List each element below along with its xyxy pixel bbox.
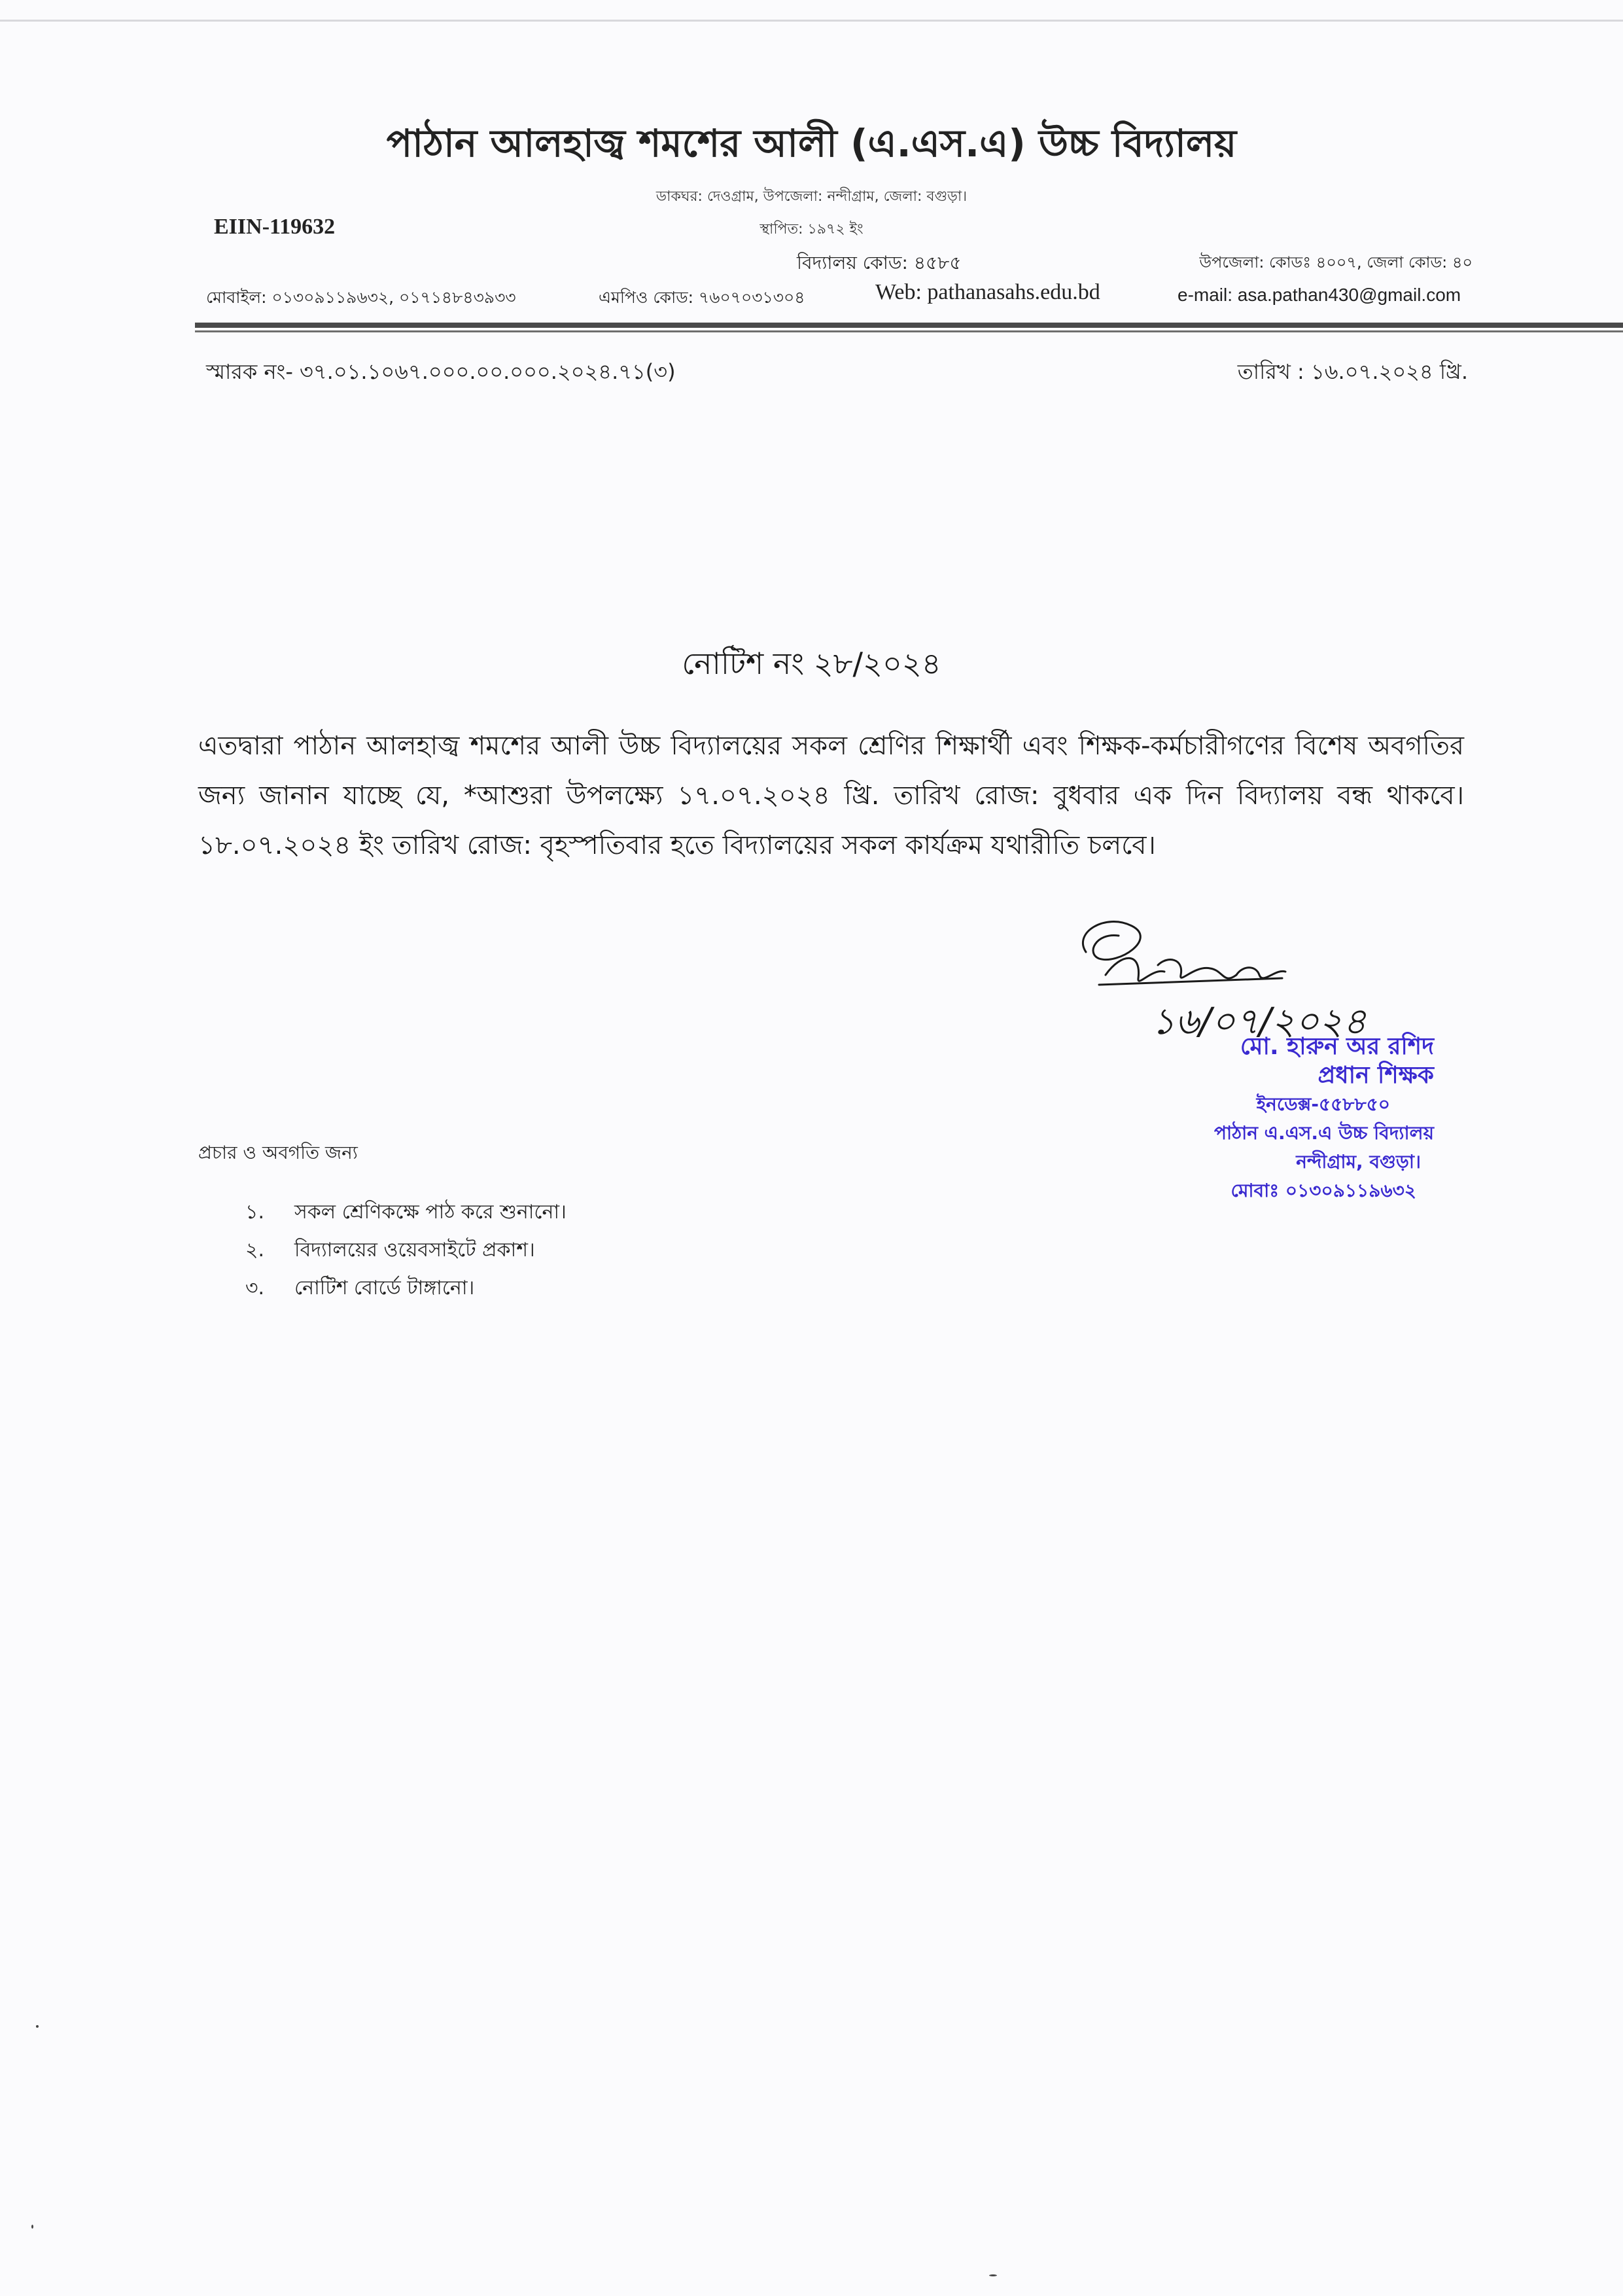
email-address: e-mail: asa.pathan430@gmail.com [1178,285,1461,305]
memo-date: তারিখ : ১৬.০৭.২০২৪ খ্রি. [1237,359,1468,384]
signature-date: ১৬/০৭/২০২৪ [1151,1000,1367,1043]
notice-body: এতদ্বারা পাঠান আলহাজ্ব শমশের আলী উচ্চ বিদ্যালয়ের সকল শ্রেণির শিক্ষার্থী এবং শিক্ষক-কর্মচারীগণের বিশেষ অবগতির জন্য জানান যাচ্ছে যে, *আশুরা উপলক্ষ্যে ১৭.০৭.২০২৪ খ্রি. তারিখ রোজ: বুধবার এক দিন বিদ্যালয় বন্ধ থাকবে। ১৮.০৭.২০২৪ ইং তারিখ রোজ: বৃহস্পতিবার হতে বিদ্যালয়ের সকল কার্যক্রম যথারীতি চলবে। [198,731,1464,860]
scan-speck [989,2274,997,2276]
scan-edge [0,20,1623,22]
stamp-index: ইনডেক্স-৫৫৮৮৫০ [1256,1093,1390,1115]
established-year: স্থাপিত: ১৯৭২ ইং [759,221,864,238]
mpo-code: এমপিও কোড: ৭৬০৭০৩১৩০৪ [599,288,805,307]
list-item-number: ৩. [245,1277,265,1299]
list-item-text: বিদ্যালয়ের ওয়েবসাইটে প্রকাশ। [294,1239,535,1262]
scan-speck [31,2225,33,2229]
official-stamp [1034,1033,1452,1205]
stamp-name: মো. হারুন অর রশিদ [1240,1033,1434,1060]
list-item-text: সকল শ্রেণিকক্ষে পাঠ করে শুনানো। [294,1201,567,1224]
list-item-number: ২. [245,1239,265,1262]
mobile-numbers: মোবাইল: ০১৩০৯১১৯৬৩২, ০১৭১৪৮৪৩৯৩৩ [206,288,516,307]
stamp-title: প্রধান শিক্ষক [1318,1062,1434,1089]
header-divider-thin [195,330,1623,332]
list-item-number: ১. [245,1201,265,1224]
stamp-place: নন্দীগ্রাম, বগুড়া। [1296,1151,1421,1173]
memo-reference: স্মারক নং- ৩৭.০১.১০৬৭.০০০.০০.০০০.২০২৪.৭১(৩) [206,359,676,384]
school-address: ডাকঘর: দেওগ্রাম, উপজেলা: নন্দীগ্রাম, জেলা: বগুড়া। [655,188,968,205]
handwritten-signature [1060,913,1400,1044]
stamp-school: পাঠান এ.এস.এ উচ্চ বিদ্যালয় [1213,1122,1434,1144]
distribution-title: প্রচার ও অবগতি জন্য [198,1142,358,1163]
upazila-code: উপজেলা: কোডঃ ৪০০৭, জেলা কোড: ৪০ [1199,253,1473,272]
eiin-number: EIIN-119632 [214,215,336,239]
scan-speck [36,2025,39,2028]
header-divider-thick [195,323,1623,328]
stamp-mobile: মোবাঃ ০১৩০৯১১৯৬৩২ [1230,1180,1416,1201]
school-code: বিদ্যালয় কোড: ৪৫৮৫ [797,252,962,274]
list-item-text: নোটিশ বোর্ডে টাঙ্গানো। [294,1277,475,1299]
notice-title: নোটিশ নং ২৮/২০২৪ [682,646,941,681]
school-name: পাঠান আলহাজ্ব শমশের আলী (এ.এস.এ) উচ্চ বিদ্যালয় [386,121,1237,166]
website-address: Web: pathanasahs.edu.bd [875,280,1100,304]
